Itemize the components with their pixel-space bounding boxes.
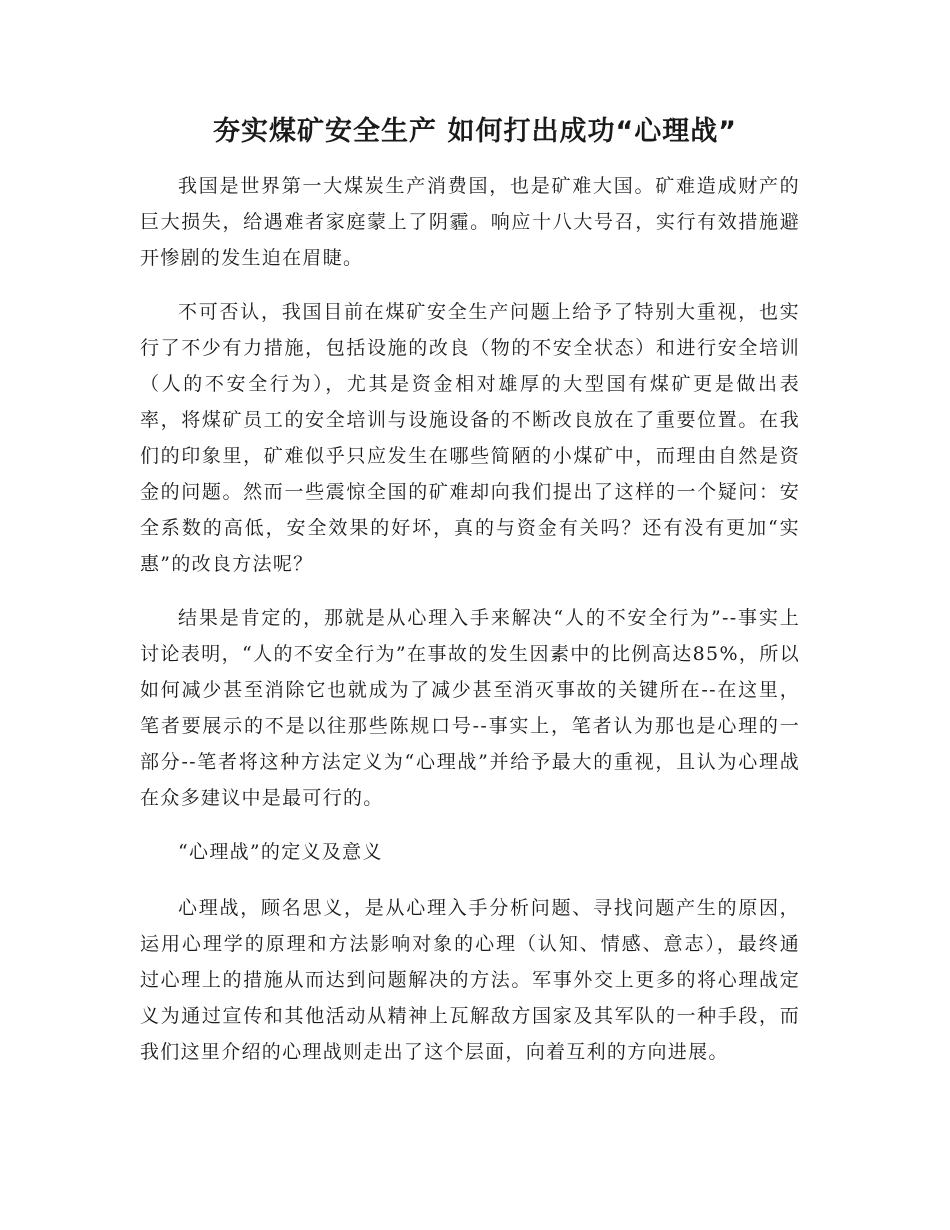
- document-title: 夯实煤矿安全生产 如何打出成功“心理战”: [213, 116, 737, 147]
- paragraph-definition: 心理战，顾名思义，是从心理入手分析问题、寻找问题产生的原因，运用心理学的原理和方法影响对象的心理（认知、情感、意志），最终通过心理上的措施从而达到问题解决的方法。军事外交上更多的将心理战定义为通过宣传和其他活动从精神上瓦解敌方国家及其军队的一种手段，而我们这里介绍的心理战则走出了这个层面，向着互利的方向进展。: [140, 897, 800, 1063]
- section-heading-definition: “心理战”的定义及意义: [178, 841, 383, 863]
- paragraph-psychology-approach: 结果是肯定的，那就是从心理入手来解决“人的不安全行为”--事实上讨论表明，“人的不安全行为”在事故的发生因素中的比例高达85%，所以如何减少甚至消除它也就成为了减少甚至消灭事故的关键所在--在这里，笔者要展示的不是以往那些陈规口号--事实上，笔者认为那也是心理的一部分--笔者将这种方法定义为“心理战”并给予最大的重视，且认为心理战在众多建议中是最可行的。: [140, 607, 800, 809]
- document-body: [140, 168, 800, 1088]
- paragraph-intro: 我国是世界第一大煤炭生产消费国，也是矿难大国。矿难造成财产的巨大损失，给遇难者家庭蒙上了阴霾。响应十八大号召，实行有效措施避开惨剧的发生迫在眉睫。: [140, 175, 800, 269]
- paragraph-safety-measures: 不可否认，我国目前在煤矿安全生产问题上给予了特别大重视，也实行了不少有力措施，包括设施的改良（物的不安全状态）和进行安全培训（人的不安全行为），尤其是资金相对雄厚的大型国有煤矿更是做出表率，将煤矿员工的安全培训与设施设备的不断改良放在了重要位置。在我们的印象里，矿难似乎只应发生在哪些简陋的小煤矿中，而理由自然是资金的问题。然而一些震惊全国的矿难却向我们提出了这样的一个疑问：安全系数的高低，安全效果的好坏，真的与资金有关吗？还有没有更加“实惠”的改良方法呢？: [140, 301, 800, 575]
